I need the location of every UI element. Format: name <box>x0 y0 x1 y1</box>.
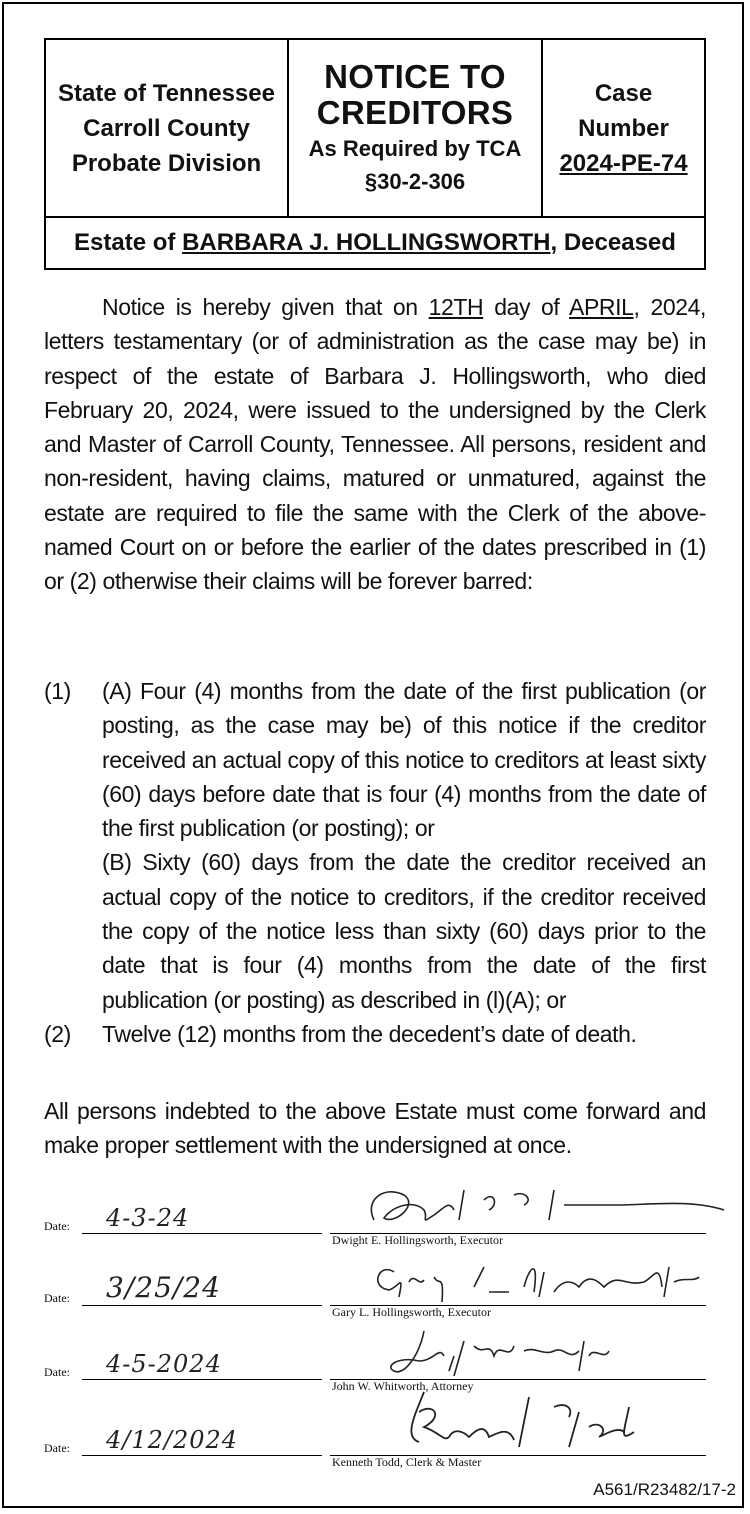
estate-prefix: Estate of <box>74 229 183 256</box>
list-item <box>44 674 706 1017</box>
list-item <box>44 1017 706 1051</box>
item-1a-text: (A) Four (4) months from the date of the first publication (or posting, as the case may be) of this notice if the creditor received an actual copy of this notice to creditors at least sixty (60) days before date that is four (4) months from the date of the first publication (or posting); or <box>102 678 706 842</box>
date-line <box>82 1455 322 1456</box>
signer-name: Dwight E. Hollingsworth, Executor <box>332 1233 503 1247</box>
county-line: Carroll County <box>83 114 250 142</box>
claim-deadline-list <box>44 674 706 1051</box>
date-label: Date: <box>44 1365 70 1379</box>
item-1b-text: (B) Sixty (60) days from the date the creditor received an actual copy of the notice to creditors, if the creditor received the copy of the notice less than sixty (60) days prior to the date that is four (4) months from the date of the first publication (or posting) as described in (l)(A); or <box>102 849 706 1013</box>
division-line: Probate Division <box>71 149 262 177</box>
item-number: (2) <box>44 1020 71 1047</box>
handwritten-date: 3/25/24 <box>106 1271 221 1304</box>
item-number: (1) <box>44 678 71 704</box>
signer-name: Gary L. Hollingsworth, Executor <box>332 1305 491 1319</box>
signer-name: John W. Whitworth, Attorney <box>332 1379 474 1393</box>
date-label: Date: <box>44 1291 70 1305</box>
estate-line <box>46 216 704 268</box>
estate-suffix: , Deceased <box>550 229 676 256</box>
publication-reference: A561/R23482/17-2 <box>593 1480 736 1499</box>
date-line <box>82 1305 322 1306</box>
handwritten-date: 4/12/2024 <box>106 1426 239 1454</box>
signature-row <box>44 1420 706 1470</box>
signature-row <box>44 1270 706 1320</box>
notice-header <box>44 38 706 270</box>
paragraph-part-c: , 2024, letters testamentary (or of administration as the case may be) in respect of the estate of Barbara J. Hollingsworth, who died February 20, 2024, were issued to the undersigned by the Clerk and Master of Carroll County, Tennessee. All persons, resident and non-resident, having claims, matured or unmatured, against the estate are required to file the same with the Clerk of the above-named Court on or before the earlier of the dates prescribed in (1) or (2) otherwise their claims will be forever barred: <box>44 294 707 595</box>
decedent-name: BARBARA J. HOLLINGSWORTH <box>182 229 551 256</box>
paragraph-part-a: Notice is hereby given that on <box>102 294 429 320</box>
signature-row <box>44 1344 706 1394</box>
issue-month: APRIL <box>569 294 634 320</box>
case-number-block <box>543 40 704 216</box>
title-line-1: NOTICE TO <box>324 58 506 95</box>
paragraph-part-b: day of <box>483 294 570 320</box>
title-line-2: CREDITORS <box>316 94 514 131</box>
state-line: State of Tennessee <box>58 79 275 107</box>
date-label: Date: <box>44 1441 70 1455</box>
subtitle-line-1: As Required by TCA <box>308 136 522 161</box>
notice-title-block <box>289 40 543 216</box>
handwritten-date: 4-5-2024 <box>106 1350 222 1378</box>
signer-name: Kenneth Todd, Clerk & Master <box>332 1455 482 1469</box>
date-line <box>82 1379 322 1380</box>
item-2-text: Twelve (12) months from the decedent’s date of death. <box>102 1020 637 1047</box>
handwritten-signature <box>324 1392 714 1462</box>
issue-day: 12TH <box>428 294 484 320</box>
case-label-2: Number <box>578 114 669 142</box>
date-line <box>82 1233 322 1234</box>
case-number: 2024-PE-74 <box>559 149 688 177</box>
closing-paragraph: All persons indebted to the above Estate must come forward and make proper settlement with the undersigned at once. <box>44 1098 706 1159</box>
subtitle-line-2: §30-2-306 <box>364 169 466 194</box>
date-label: Date: <box>44 1219 70 1233</box>
case-label-1: Case <box>594 79 653 107</box>
handwritten-date: 4-3-24 <box>106 1204 190 1232</box>
notice-paragraph <box>44 290 706 599</box>
signature-row <box>44 1198 706 1248</box>
handwritten-signature <box>324 1242 714 1312</box>
handwritten-signature <box>324 1170 714 1240</box>
court-info <box>46 40 289 216</box>
handwritten-signature <box>324 1316 714 1386</box>
